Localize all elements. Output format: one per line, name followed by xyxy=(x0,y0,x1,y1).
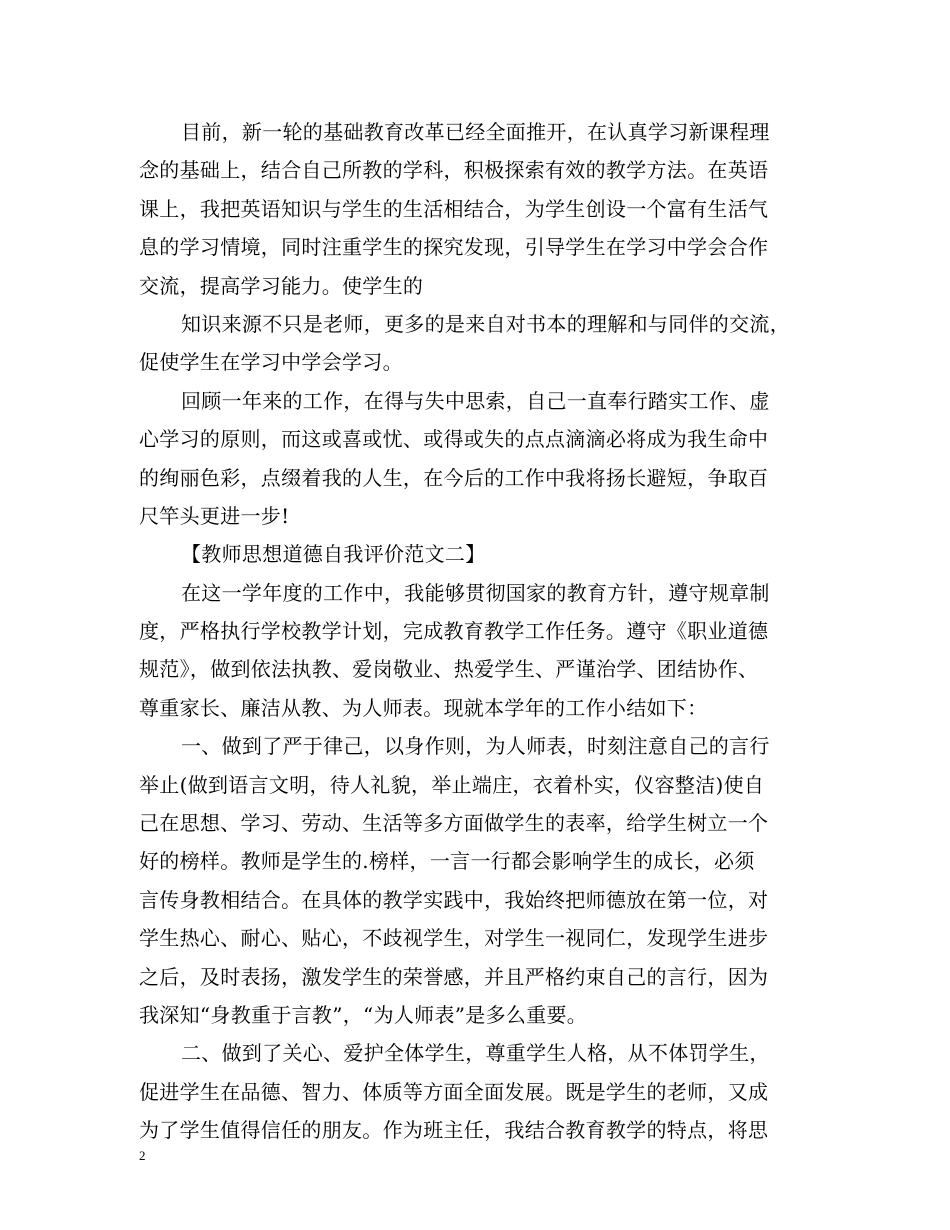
paragraph-line: 规范》，做到依法执教、爱岗敬业、热爱学生、严谨治学、团结协作、 xyxy=(139,657,759,682)
paragraph-line: 目前，新一轮的基础教育改革已经全面推开，在认真学习新课程理 xyxy=(181,120,770,144)
paragraph-line: 知识来源不只是老师，更多的是来自对书本的理解和与同伴的交流， xyxy=(181,311,790,336)
section-heading: 【教师思想道德自我评价范文二】 xyxy=(181,542,486,567)
paragraph-line: 尺竿头更进一步! xyxy=(139,503,290,528)
paragraph-line: 心学习的原则，而这或喜或忧、或得或失的点点滴滴必将成为我生命中 xyxy=(139,427,769,452)
paragraph-line: 好的榜样。教师是学生的.榜样，一言一行都会影响学生的成长，必须 xyxy=(139,849,755,874)
paragraph-line: 尊重家长、廉洁从教、为人师表。现就本学年的工作小结如下： xyxy=(139,695,708,720)
paragraph-line: 为了学生值得信任的朋友。作为班主任，我结合教育教学的特点，将思 xyxy=(139,1118,769,1143)
paragraph-line: 一、做到了严于律己，以身作则，为人师表，时刻注意自己的言行 xyxy=(181,734,770,759)
paragraph-line: 交流，提高学习能力。使学生的 xyxy=(139,273,424,298)
paragraph-line: 学生热心、耐心、贴心，不歧视学生，对学生一视同仁，发现学生进步 xyxy=(139,926,769,951)
paragraph-line: 言传身教相结合。在具体的教学实践中，我始终把师德放在第一位，对 xyxy=(139,887,769,912)
paragraph-line: 举止(做到语言文明，待人礼貌，举止端庄，衣着朴实，仪容整洁)使自 xyxy=(139,772,765,797)
paragraph-line: 在这一学年度的工作中，我能够贯彻国家的教育方针，遵守规章制 xyxy=(181,580,770,605)
paragraph-line: 课上，我把英语知识与学生的生活相结合，为学生创设一个富有生活气 xyxy=(139,196,769,221)
paragraph-line: 之后，及时表扬，激发学生的荣誉感，并且严格约束自己的言行，因为 xyxy=(139,964,769,989)
paragraph-line: 促使学生在学习中学会学习。 xyxy=(139,350,403,375)
paragraph-line: 度，严格执行学校教学计划，完成教育教学工作任务。遵守《职业道德 xyxy=(139,619,769,644)
page-number: 2 xyxy=(139,1148,146,1163)
paragraph-line: 息的学习情境，同时注重学生的探究发现，引导学生在学习中学会合作 xyxy=(139,235,769,260)
paragraph-line: 二、做到了关心、爱护全体学生，尊重学生人格，从不体罚学生， xyxy=(181,1041,770,1066)
paragraph-line: 回顾一年来的工作，在得与失中思索，自己一直奉行踏实工作、虚 xyxy=(181,388,770,413)
document-body xyxy=(139,113,829,1150)
paragraph-line: 我深知“身教重于言教”，“为人师表”是多么重要。 xyxy=(139,1002,588,1027)
paragraph-line: 念的基础上，结合自己所教的学科，积极探索有效的教学方法。在英语 xyxy=(139,158,769,183)
paragraph-line: 促进学生在品德、智力、体质等方面全面发展。既是学生的老师，又成 xyxy=(139,1079,769,1104)
paragraph-line: 己在思想、学习、劳动、生活等多方面做学生的表率，给学生树立一个 xyxy=(139,811,769,836)
paragraph-line: 的绚丽色彩，点缀着我的人生，在今后的工作中我将扬长避短，争取百 xyxy=(139,465,769,490)
